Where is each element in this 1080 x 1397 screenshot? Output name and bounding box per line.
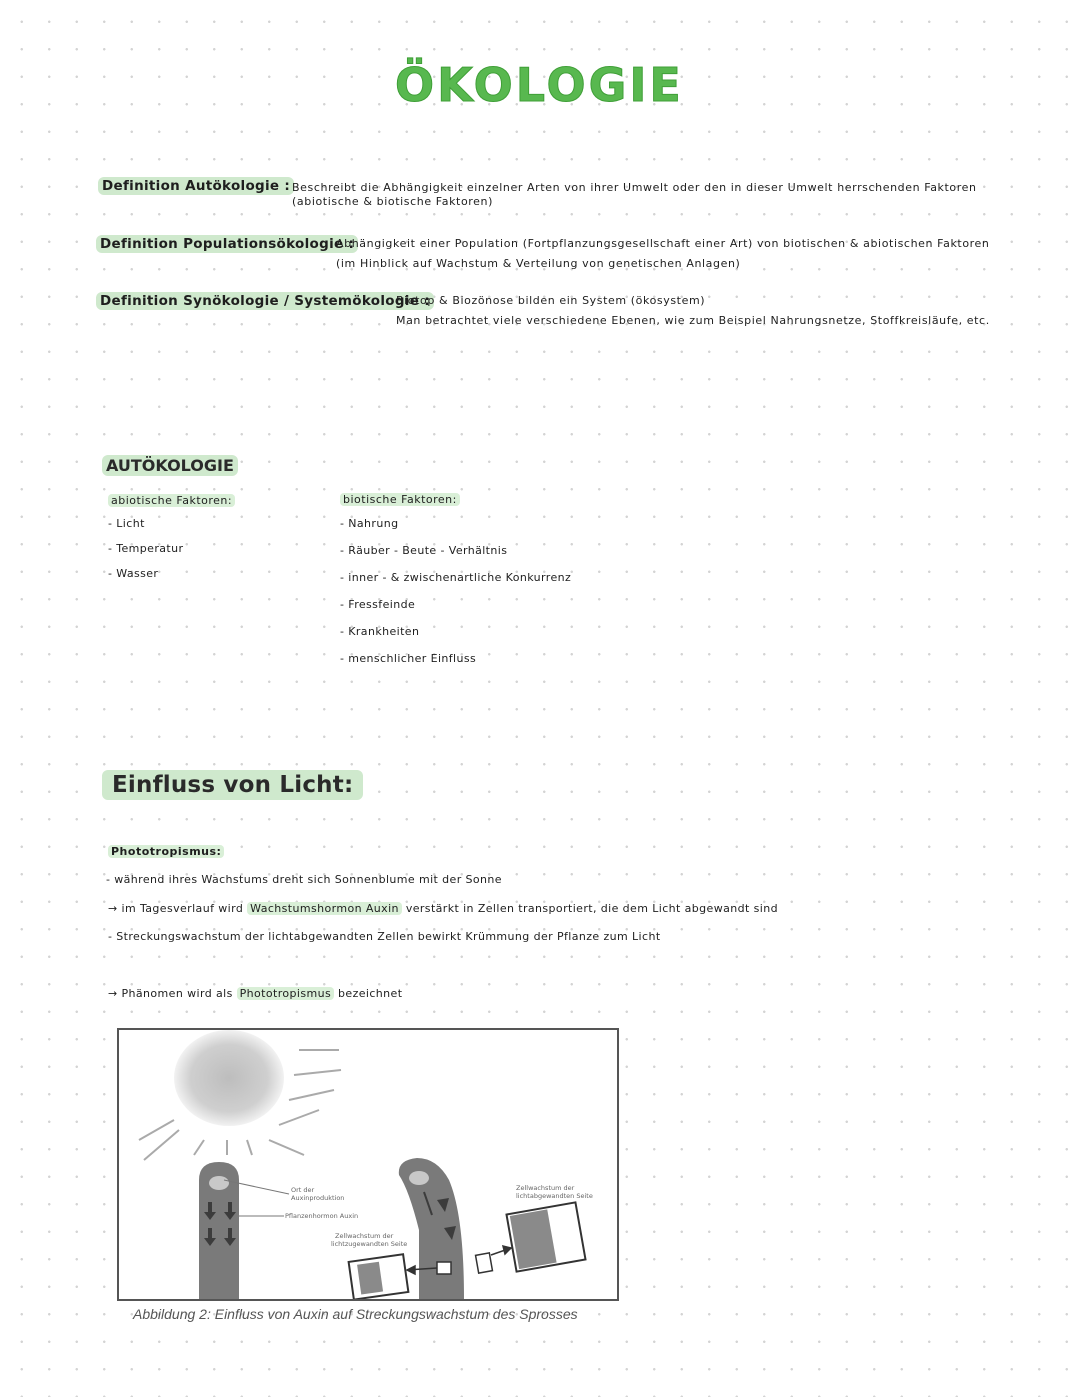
list-item: - inner - & zwischenartliche Konkurrenz	[340, 571, 572, 584]
licht-line-3: - Streckungswachstum der lichtabgewandten Zellen bewirkt Krümmung der Pflanze zum Licht	[108, 930, 661, 943]
definition-text	[396, 291, 1076, 331]
licht-line-4	[108, 987, 402, 1000]
definition-line: (abiotische & biotische Faktoren)	[292, 195, 493, 208]
figure-auxin	[117, 1028, 619, 1301]
auxin-production-spot	[409, 1171, 429, 1185]
biotic-factors	[340, 493, 571, 665]
definition-line: Man betrachtet viele verschiedene Ebenen, wie zum Beispiel Nahrungsnetze, Stoffkreisläufe, etc.	[396, 314, 990, 327]
label-shade-side: Zellwachstum der	[516, 1184, 575, 1192]
list-item: - Wasser	[108, 567, 159, 580]
abiotic-factors	[108, 494, 235, 580]
auxin-production-spot	[209, 1176, 229, 1190]
definition-text	[292, 178, 1072, 212]
definition-label: Definition Synökologie / Systemökologie :	[96, 292, 434, 310]
line-text: → im Tagesverlauf wird	[108, 902, 244, 915]
licht-line-1: - während ihres Wachstums dreht sich Sonnenblume mit der Sonne	[106, 873, 502, 886]
definition-label: Definition Autökologie :	[98, 177, 294, 195]
section-licht-heading	[102, 772, 363, 798]
section-heading-text: Einfluss von Licht:	[102, 770, 363, 800]
definition-label: Definition Populationsökologie :	[96, 235, 358, 253]
sub-heading-text: Phototropismus:	[108, 845, 224, 858]
definition-line: Beschreibt die Abhängigkeit einzelner Arten von ihrer Umwelt oder den in dieser Umwelt herrschenden Faktoren	[292, 181, 977, 194]
abiotic-heading: abiotische Faktoren:	[108, 494, 235, 507]
definition-text	[336, 234, 1076, 274]
licht-line-2	[108, 902, 778, 915]
line-highlight: Phototropismus	[237, 987, 335, 1000]
label-hormone: Pflanzenhormon Auxin	[285, 1212, 359, 1220]
figure-illustration	[119, 1030, 617, 1299]
definition-line: (im Hinblick auf Wachstum & Verteilung von genetischen Anlagen)	[336, 257, 741, 270]
label-shade-side: lichtabgewandten Seite	[516, 1192, 593, 1200]
definition-line: Biotop & Biozönose bilden ein System (ökosystem)	[396, 294, 706, 307]
line-text: bezeichnet	[338, 987, 403, 1000]
section-heading-text: AUTÖKOLOGIE	[102, 455, 238, 476]
label-auxin-place: Auxinproduktion	[291, 1194, 345, 1202]
figure-caption: Abbildung 2: Einfluss von Auxin auf Streckungswachstum des Sprosses	[133, 1306, 578, 1322]
label-lit-side: lichtzugewandten Seite	[331, 1240, 408, 1248]
list-item: - Temperatur	[108, 542, 184, 555]
definition-autokologie	[98, 175, 294, 194]
cell-box-right	[506, 1202, 585, 1271]
page-title: ÖKOLOGIE	[395, 58, 684, 112]
list-item: - Nahrung	[340, 517, 399, 530]
phototropismus-heading	[108, 840, 224, 859]
biotic-heading: biotische Faktoren:	[340, 493, 460, 506]
sun-icon	[174, 1030, 284, 1126]
list-item: - Krankheiten	[340, 625, 420, 638]
line-text: verstärkt in Zellen transportiert, die dem Licht abgewandt sind	[405, 902, 778, 915]
cell-box-left	[349, 1254, 409, 1299]
list-item: - Räuber - Beute - Verhältnis	[340, 544, 508, 557]
definition-synokologie	[96, 290, 434, 309]
label-auxin-place: Ort der	[291, 1186, 315, 1194]
line-text: → Phänomen wird als	[108, 987, 233, 1000]
list-item: - menschlicher Einfluss	[340, 652, 477, 665]
list-item: - Fressfeinde	[340, 598, 416, 611]
label-lit-side: Zellwachstum der	[335, 1232, 394, 1240]
section-autokologie-heading	[102, 456, 238, 475]
line-highlight: Wachstumshormon Auxin	[247, 902, 402, 915]
definition-populationsokologie	[96, 233, 358, 252]
list-item: - Licht	[108, 517, 145, 530]
definition-line: Abhängigkeit einer Population (Fortpflanzungsgesellschaft einer Art) von biotischen & abiotischen Faktoren	[336, 237, 990, 250]
